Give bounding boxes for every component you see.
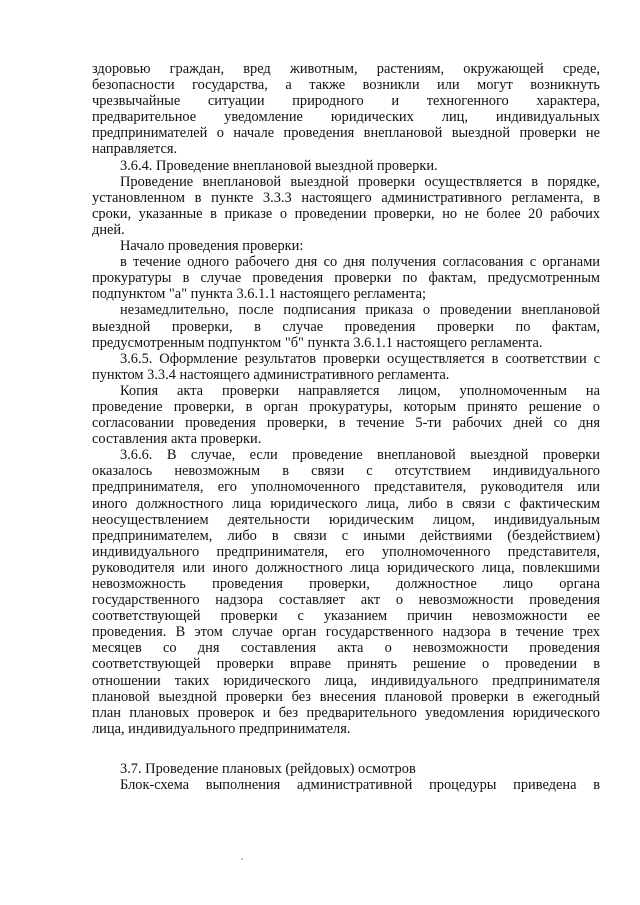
text-line: оказалось невозможным в связи с отсутствием индивидуального <box>92 463 600 480</box>
text-line: отношении таких юридического лица, индивидуального предпринимателя <box>92 672 600 689</box>
text-line: Блок-схема выполнения административной процедуры приведена в <box>120 777 600 794</box>
text-line: предпринимателей о начале проведения внеплановой выездной проверки не <box>92 125 600 142</box>
text-line: направляется. <box>92 141 178 158</box>
text-line: плановой выездной проверки без внесения плановой проверки в ежегодный <box>92 688 600 705</box>
text-line: план плановых проверок и без предварительного уведомления юридического <box>92 704 600 721</box>
text-line: безопасности государства, а также возникли или могут возникнуть <box>92 77 600 94</box>
text-line: прокуратуры в случае проведения проверки по фактам, предусмотренным <box>92 270 600 287</box>
text-line: предварительное уведомление юридических лиц, индивидуальных <box>92 109 600 126</box>
text-line: лица, индивидуального предпринимателя. <box>92 720 351 737</box>
text-line: пунктом 3.3.4 настоящего административного регламента. <box>92 366 450 383</box>
text-line: предпринимателем, либо в связи с иными действиями (бездействием) <box>92 527 600 544</box>
section-heading-3-6-5: 3.6.5. Оформление результатов проверки осуществляется в соответствии с <box>120 350 600 367</box>
text-line: проведение проверки, в орган прокуратуры, которым принято решение о <box>92 398 600 415</box>
text-line: согласовании проведения проверки, в течение 5-ти рабочих дней со дня <box>92 415 600 432</box>
text-line: Начало проведения проверки: <box>120 238 304 255</box>
text-line: дней. <box>92 221 125 238</box>
text-line: индивидуального предпринимателя, его уполномоченного представителя, <box>92 543 600 560</box>
text-line: Копия акта проверки направляется лицом, уполномоченным на <box>120 382 600 399</box>
text-line: месяцев со дня составления акта о невозможности проведения <box>92 640 600 657</box>
text-line: Проведение внеплановой выездной проверки осуществляется в порядке, <box>120 173 600 190</box>
text-line: руководителя или иного должностного лица юридического лица, повлекшими <box>92 559 600 576</box>
text-line: соответствующей проверки вправе принять решение о проведении в <box>92 656 600 673</box>
text-line: сроки, указанные в приказе о проведении проверки, но не более 20 рабочих <box>92 205 600 222</box>
text-line: составления акта проверки. <box>92 431 262 448</box>
text-line: в течение одного рабочего дня со дня получения согласования с органами <box>120 254 600 271</box>
text-line: проведения. В этом случае орган государственного надзора в течение трех <box>92 624 600 641</box>
text-line: иного должностного лица юридического лица, либо в связи с фактическим <box>92 495 600 512</box>
text-line: государственного надзора составляет акт о невозможности проведения <box>92 592 600 609</box>
text-line: здоровью граждан, вред животным, растениям, окружающей среде, <box>92 61 600 77</box>
paragraph-gap <box>92 737 600 761</box>
text-line: неосуществлением деятельности юридическим лицом, индивидуальным <box>92 511 600 528</box>
text-line: подпунктом "а" пункта 3.6.1.1 настоящего регламента; <box>92 286 426 303</box>
scan-speck <box>241 858 243 860</box>
text-line: предусмотренным подпунктом "б" пункта 3.6.1.1 настоящего регламента. <box>92 334 543 351</box>
section-heading-3-6-6: 3.6.6. В случае, если проведение внеплановой выездной проверки <box>120 447 600 464</box>
section-heading-3-7: 3.7. Проведение плановых (рейдовых) осмотров <box>120 760 416 777</box>
text-line: соответствующей проверки с указанием причин невозможности ее <box>92 608 600 625</box>
text-line: чрезвычайные ситуации природного и техногенного характера, <box>92 93 600 110</box>
text-line: предпринимателя, его уполномоченного представителя, руководителя или <box>92 479 600 496</box>
text-line: установленном в пункте 3.3.3 настоящего административного регламента, в <box>92 189 600 206</box>
document-body <box>92 61 600 793</box>
text-line: выездной проверки, в случае проведения проверки по фактам, <box>92 318 600 335</box>
text-line: незамедлительно, после подписания приказа о проведении внеплановой <box>120 302 600 319</box>
text-line: невозможность проведения проверки, должностное лицо органа <box>92 576 600 592</box>
section-heading-3-6-4: 3.6.4. Проведение внеплановой выездной проверки. <box>120 157 438 174</box>
